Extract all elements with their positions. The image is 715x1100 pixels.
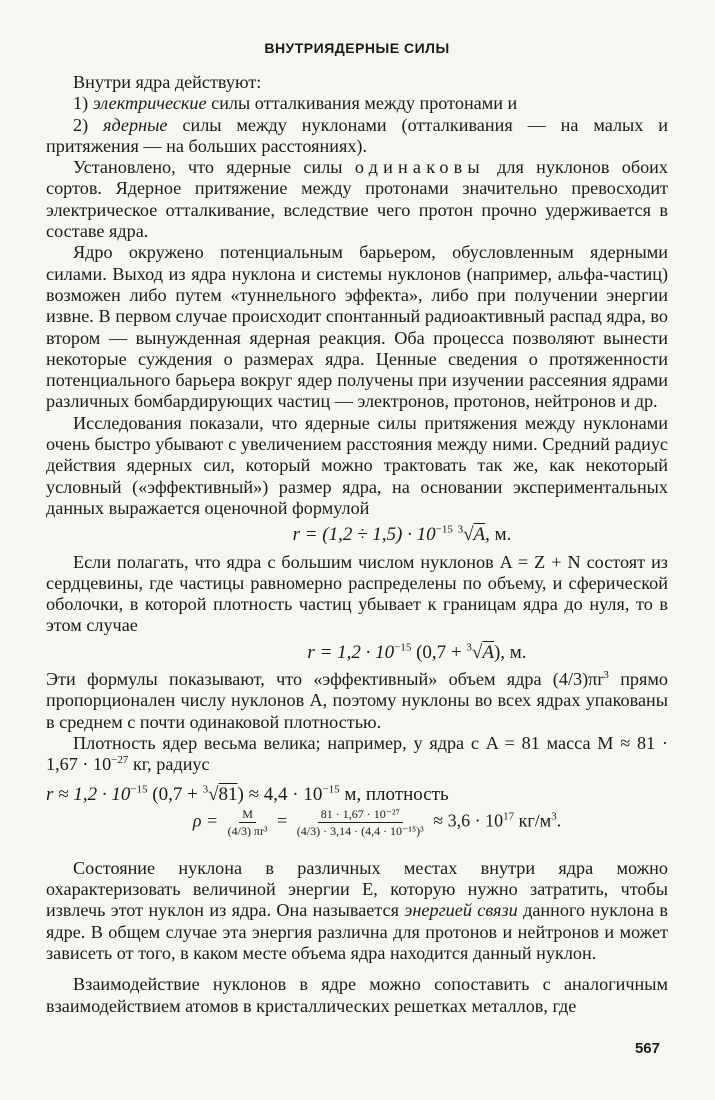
radicand: 81 [218,783,238,805]
text: Эти формулы показывают, что «эффективный» объем ядра (4/3)πr [46,669,604,690]
equals: = [272,810,292,831]
formula-mid: (0,7 + [147,783,203,805]
denominator: (4/3) · 3,14 · (4,4 · 10⁻¹⁵)³ [296,823,424,838]
item-text: притяжения — на больших расстояниях). [46,135,368,156]
radicand: A [473,524,486,546]
item-number: 2) [73,114,89,135]
exponent: 3 [551,810,557,823]
paragraph-barrier: Ядро окружено потенциальным барьером, обусловленным ядерными силами. Выход из ядра нуклона и системы нуклонов (например, альфа-частиц) возможен либо путем «туннельного эффекта», либо при получении энергии извне. В первом случае происходит спонтанный радиоактивный распад ядра, во втором — вынужденная ядерная реакция. Оба процесса позволяют вынести некоторые суждения о размерах ядра. Ценные сведения о протяженности потенциального барьера вокруг ядер получены при изучении рассеяния ядрами различных бомбардирующих частиц — электронов, протонов, нейтронов и др. [46,242,668,412]
paragraph-density [46,733,668,776]
period: . [556,810,562,831]
text: прямо пропорционален числу нуклонов A, поэтому нуклоны во всех ядрах упакованы в среднем с почти одинаковой плотностью. [46,669,668,732]
paragraph-volume [46,669,668,733]
root-index: 3 [457,523,464,536]
item-text: силы между нуклонами (отталкивания — на малых и [182,114,668,135]
radicand: A [482,641,494,663]
paragraph-crystal: Взаимодействие нуклонов в ядре можно сопоставить с аналогичным взаимодействием атомов в кристаллических решетках металлов, где [46,974,668,1016]
term-electric: электрические [92,93,207,114]
text: Плотность ядер весьма велика; например, у ядра с A = 81 масса M ≈ 81 · 1,67 · 10 [46,732,668,775]
formula-mid: (0,7 + [411,641,467,663]
formula-lhs: ρ = [192,810,223,831]
page-body [46,72,668,1017]
paragraph-binding-energy [46,858,668,964]
unit: кг/м [514,810,552,831]
numerator: 81 · 1,67 · 10⁻²⁷ [318,807,403,823]
text: Установлено, что ядерные силы [73,157,343,178]
formula-radius-2: $r = 1,2 \cdot 10^{-15}$ (0,7 + $^3$√A), м. [307,641,527,663]
formula-radius-1: $r = (1,2 \div 1,5) \cdot 10^{-15}$ $^3$√A, м. [292,523,512,546]
exponent: 17 [503,810,515,823]
text: для нуклонов обоих сортов. Ядерное притяжение между протонами значительно превосходит электрическое отталкивание, вследствие чего протон прочно удерживается в составе ядра. [46,157,669,242]
exponent: −15 [322,783,340,796]
running-header: ВНУТРИЯДЕРНЫЕ СИЛЫ [264,40,450,56]
exponent: −15 [394,641,412,654]
page-number: 567 [634,1040,660,1057]
intro-lead: Внутри ядра действуют: [73,72,262,92]
text: данного нуклона в ядре. В общем случае эта энергия различна для протонов и нейтронов и может зависеть от того, в каком месте объема ядра находится данный нуклон. [46,900,669,963]
exponent: 3 [603,668,609,681]
numerator: M [239,807,256,823]
formula-density [46,807,668,838]
fraction [225,807,271,838]
term-binding-energy: энергией связи [404,900,518,921]
formula-mid: ) ≈ 4,4 · 10 [237,783,323,805]
result: ≈ 3,6 · 10 [428,810,504,831]
paragraph-equal-forces [46,157,668,242]
unit: , м. [485,524,512,546]
formula-radius-81: $r \approx 1,2 \cdot 10^{-15}$ $(0,7 + ^3√81) \approx 4,4 \cdot 10^{-15}$ м, плотность [46,783,449,805]
text: кг, радиус [128,754,210,775]
formula-tail: м, плотность [339,783,449,805]
intro-item-2 [46,115,668,158]
root-index: 3 [466,641,472,654]
exponent: −27 [111,754,129,767]
root-index: 3 [202,783,209,796]
spaced-emphasis: одинаковы [354,157,485,178]
term-nuclear: ядерные [103,114,168,135]
text: Состояние нуклона в различных местах внутри ядра можно охарактеризовать величиной энергии E, которую нужно затратить, чтобы извлечь этот нуклон из ядра. Она называется [46,857,668,921]
paragraph-research: Исследования показали, что ядерные силы притяжения между нуклонами очень быстро убывают с увеличением расстояния между ними. Средний радиус действия ядерных сил, который можно трактовать так же, как некоторый условный («эффективный») размер ядра, на основании экспериментальных данных выражается оценочной формулой [46,412,668,518]
exponent: −15 [435,523,453,536]
formula-lhs: r ≈ 1,2 · 10 [46,783,131,805]
formula-lhs: r = 1,2 · 10 [307,641,395,663]
intro-item-1 [46,93,668,114]
item-number: 1) [73,93,89,114]
paragraph-model: Если полагать, что ядра с большим числом нуклонов A = Z + N состоят из сердцевины, где частицы равномерно распределены по объему, и сферической оболочки, в которой плотность частиц убывает к границам ядра до нуля, то в этом случае [46,551,668,636]
denominator: (4/3) πr³ [227,823,268,838]
item-text: силы отталкивания между протонами и [211,93,518,114]
unit: ), м. [493,641,527,663]
exponent: −15 [130,783,148,796]
fraction [294,807,427,838]
formula-lhs: r = (1,2 ÷ 1,5) · 10 [292,524,436,546]
